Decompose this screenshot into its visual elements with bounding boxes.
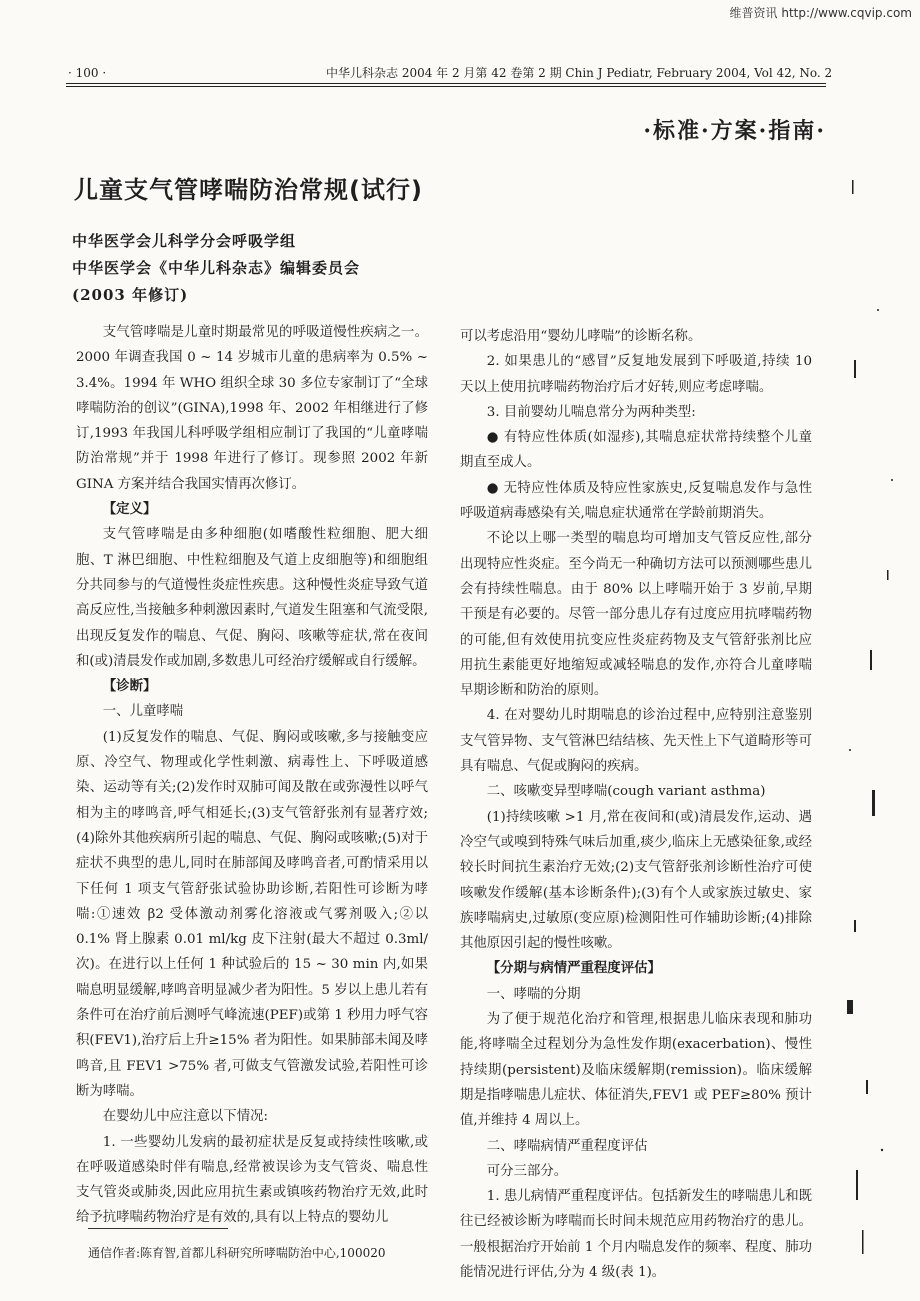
body-paragraph: 支气管哮喘是由多种细胞(如嗜酸性粒细胞、肥大细胞、T 淋巴细胞、中性粒细胞及气道上皮细胞等)和细胞组分共同参与的气道慢性炎症性疾患。这种慢性炎症导致气道高反应性,当接触多种刺激因素时,气道发生阻塞和气流受限,出现反复发作的喘息、气促、胸闷、咳嗽等症状,常在夜间和(或)清晨发作或加剧,多数患儿可经治疗缓解或自行缓解。 xyxy=(76,527,428,669)
body-paragraph: ● 有特应性体质(如湿疹),其喘息症状常持续整个儿童期直至成人。 xyxy=(460,430,812,471)
body-paragraph: 二、咳嗽变异型哮喘(cough variant asthma) xyxy=(486,784,766,800)
body-paragraph: 4. 在对婴幼儿时期喘息的诊治过程中,应特别注意鉴别支气管异物、支气管淋巴结结核、先天性上下气道畸形等可具有喘息、气促或胸闷的疾病。 xyxy=(460,708,812,775)
journal-running-head: 中华儿科杂志 2004 年 2 月第 42 卷第 2 期 Chin J Pediatr, February 2004, Vol 42, No. 2 xyxy=(326,66,833,80)
header-rule-thick xyxy=(66,83,826,84)
footnote-rule xyxy=(88,1228,228,1229)
body-paragraph: 二、哮喘病情严重程度评估 xyxy=(486,1138,648,1154)
header-rule-thin xyxy=(66,86,826,87)
section-heading: 【分期与病情严重程度评估】 xyxy=(486,960,661,977)
author-line: 中华医学会《中华儿科杂志》编辑委员会 xyxy=(72,259,361,277)
body-paragraph: 在婴幼儿中应注意以下情况: xyxy=(102,1109,268,1125)
body-paragraph: 1. 患儿病情严重程度评估。包括新发生的哮喘患儿和既往已经被诊断为哮喘而长时间未规范应用药物治疗的患儿。一般根据治疗开始前 1 个月内喘息发作的频率、程度、肺功能情况进行评估,分为 4 级(表 1)。 xyxy=(460,1189,812,1280)
body-paragraph: 一、哮喘的分期 xyxy=(486,986,581,1002)
section-heading: 【诊断】 xyxy=(102,678,157,695)
corresponding-author-footnote: 通信作者:陈育智,首都儿科研究所哮喘防治中心,100020 xyxy=(88,1246,386,1260)
body-paragraph: ● 无特应性体质及特应性家族史,反复喘息发作与急性呼吸道病毒感染有关,喘息症状通常在学龄前期消失。 xyxy=(460,480,812,522)
body-paragraph: 为了便于规范化治疗和管理,根据患儿临床表现和肺功能,将哮喘全过程划分为急性发作期(exacerbation)、慢性持续期(persistent)及临床缓解期(remission)。临床缓解期是指哮喘患儿症状、体征消失,FEV1 或 PEF≥80% 预计值,并维持 4 周以上。 xyxy=(460,1012,812,1129)
revision-note: (2003 年修订) xyxy=(72,286,189,304)
body-paragraph: (1)反复发作的喘息、气促、胸闷或咳嗽,多与接触变应原、冷空气、物理或化学性刺激、病毒性上、下呼吸道感染、运动等有关;(2)发作时双肺可闻及散在或弥漫性以呼气相为主的哮鸣音,呼气相延长;(3)支气管舒张剂有显著疗效;(4)除外其他疾病所引起的喘息、气促、胸闷或咳嗽;(5)对于症状不典型的患儿,同时在肺部闻及哮鸣音者,可酌情采用以下任何 1 项支气管舒张试验协助诊断,若阳性可诊断为哮喘:①速效 β2 受体激动剂雾化溶液或气雾剂吸入;②以 0.1% 肾上腺素 0.01 ml/kg 皮下注射(最大不超过 0.3ml/次)。在进行以上任何 1 种试验后的 15 ~ 30 min 内,如果喘息明显缓解,哮鸣音明显减少者为阳性。5 岁以上患儿若有条件可在治疗前后测呼气峰流速(PEF)或第 1 秒用力呼气容积(FEV1),治疗后上升≥15% 者为阳性。如果肺部未闻及哮鸣音,且 FEV1 >75% 者,可做支气管激发试验,若阳性可诊断为哮喘。 xyxy=(76,729,428,1099)
body-paragraph: 可分三部分。 xyxy=(486,1163,568,1179)
body-paragraph: 1. 一些婴幼儿发病的最初症状是反复或持续性咳嗽,或在呼吸道感染时伴有喘息,经常被误诊为支气管炎、喘息性支气管炎或肺炎,因此应用抗生素或镇咳药物治疗无效,此时给予抗哮喘药物治疗是有效的,具有以上特点的婴幼儿 xyxy=(76,1134,428,1226)
site-watermark: 维普资讯 http://www.cqvip.com xyxy=(729,6,912,20)
author-line: 中华医学会儿科学分会呼吸学组 xyxy=(72,232,297,250)
body-column-right xyxy=(460,324,812,1285)
section-heading: 【定义】 xyxy=(102,501,157,518)
section-column-title: ·标准·方案·指南· xyxy=(643,118,826,144)
body-paragraph: (1)持续咳嗽 >1 月,常在夜间和(或)清晨发作,运动、遇冷空气或嗅到特殊气味后加重,痰少,临床上无感染征象,或经较长时间抗生素治疗无效;(2)支气管舒张剂诊断性治疗可使咳嗽发作缓解(基本诊断条件);(3)有个人或家族过敏史、家族哮喘病史,过敏原(变应原)检测阳性可作辅助诊断;(4)排除其他原因引起的慢性咳嗽。 xyxy=(460,809,812,952)
continued-paragraph: 可以考虑沿用“婴幼儿哮喘”的诊断名称。 xyxy=(460,329,702,344)
body-paragraph: 不论以上哪一类型的喘息均可增加支气管反应性,部分出现特应性炎症。至今尚无一种确切方法可以预测哪些患儿会有持续性喘息。由于 80% 以上哮喘开始于 3 岁前,早期干预是有必要的。尽管一部分患儿存有过度应用抗哮喘药物的可能,但有效使用抗变应性炎症药物及支气管舒张剂比应用抗生素能更好地缩短或减轻喘息的发作,亦符合儿童哮喘早期诊断和防治的原则。 xyxy=(460,531,812,699)
body-paragraph: 支气管哮喘是儿童时期最常见的呼吸道慢性疾病之一。2000 年调查我国 0 ~ 14 岁城市儿童的患病率为 0.5% ~ 3.4%。1994 年 WHO 组织全球 30 多位专家制订了“全球哮喘防治的创议”(GINA),1998 年、2002 年相继进行了修订,1993 年我国儿科呼吸学组相应制订了我国的“儿童哮喘防治常规”并于 1998 年进行了修订。现参照 2002 年新 GINA 方案并结合我国实情再次修订。 xyxy=(76,325,428,492)
article-title: 儿童支气管哮喘防治常规(试行) xyxy=(74,176,423,204)
body-column-left xyxy=(76,320,428,1231)
body-paragraph: 3. 目前婴幼儿喘息常分为两种类型: xyxy=(486,404,696,420)
body-paragraph: 一、儿童哮喘 xyxy=(102,704,184,720)
page-number: · 100 · xyxy=(68,66,107,80)
body-paragraph: 2. 如果患儿的“感冒”反复地发展到下呼吸道,持续 10 天以上使用抗哮喘药物治疗后才好转,则应考虑哮喘。 xyxy=(460,354,812,395)
scan-margin-artifacts xyxy=(842,150,912,1300)
